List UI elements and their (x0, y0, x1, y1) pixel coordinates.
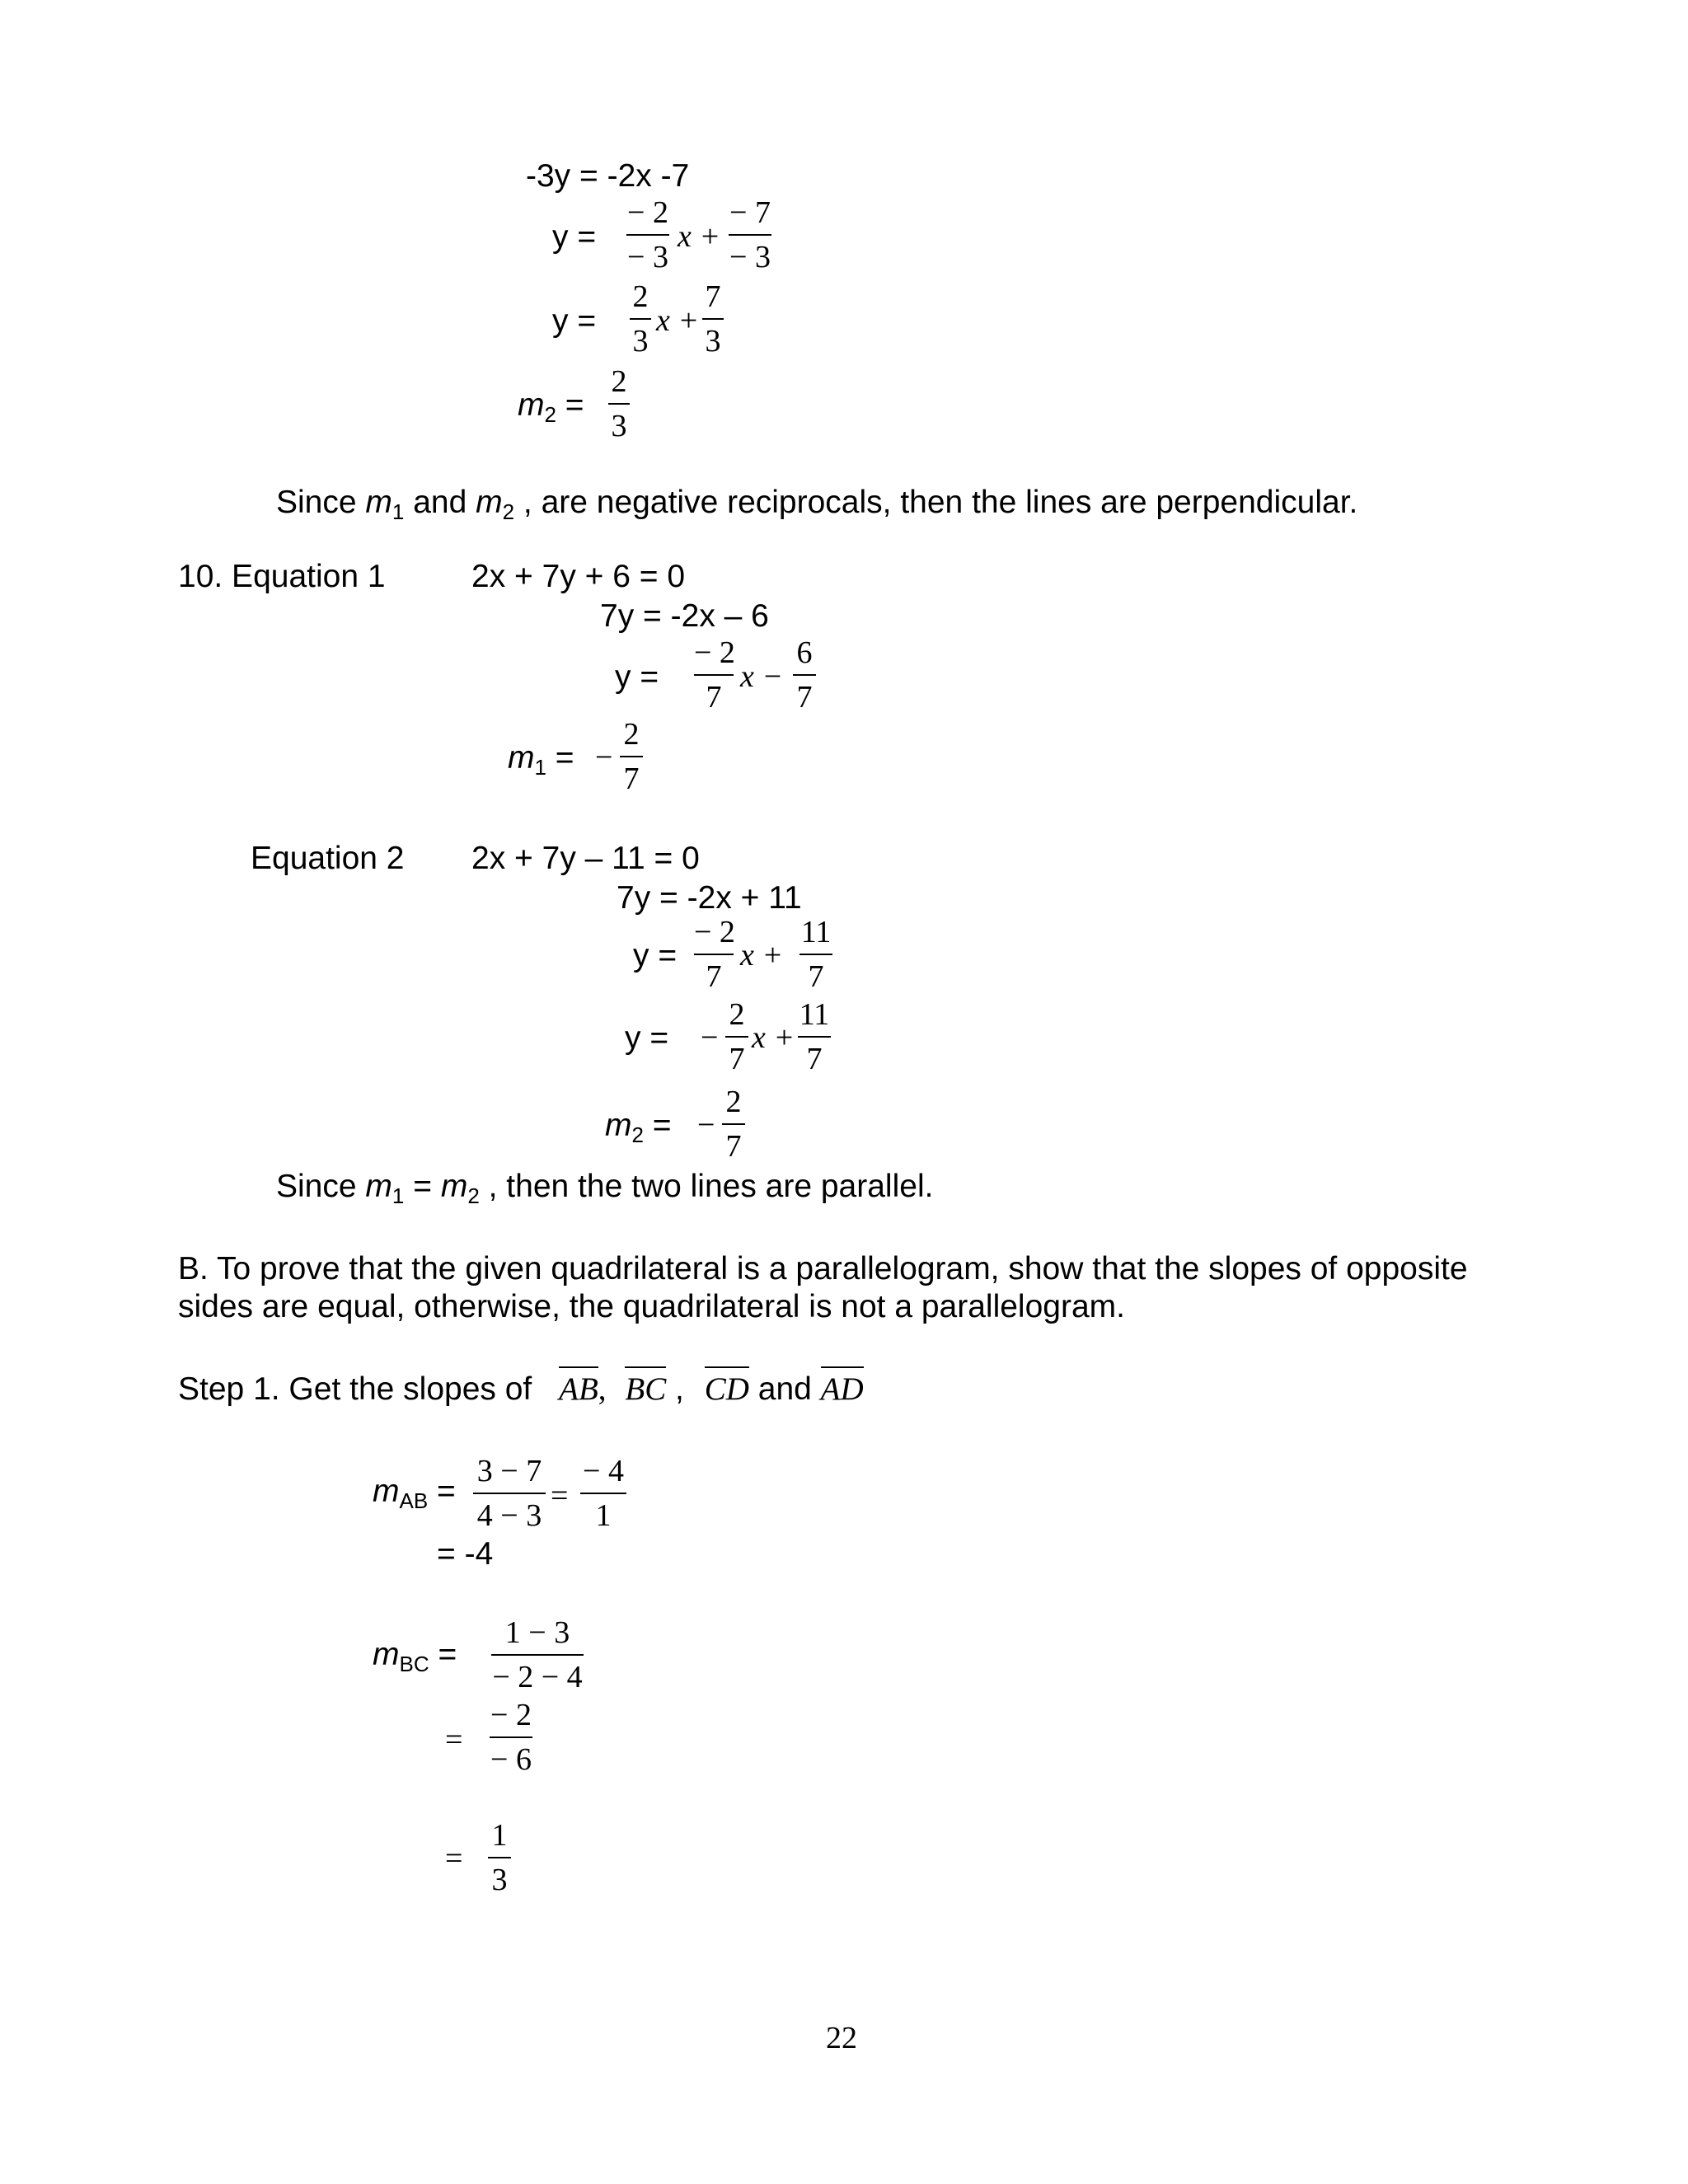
document-page: -3y = -2x -7 y = − 2 − 3 x + − 7 − 3 y = 2 3 x + 7 3 $m_2$ = 2 3 Since $m_1$ and $m_2$ , are negative reciprocals, then the lines are perpendicular. 10. Equation 1 2x + 7y + 6 = 0 7y = -2x – 6 y = − 2 7 x − 6 7 $m_1$ = − 2 7 Equation 2 2x + 7y – 11 = 0 7y = -2x + 11 y = − 2 7 x + 11 7 y = − 2 7 x + 11 7 $m_2$ = − 2 7 Since $m_1 = m_2$ , then the two lines are parallel. B. To prove that the given quadrilateral is a parallelogram, show that the slopes of opposite sides are equal, otherwise, the quadrilateral is not a parallelogram. Step 1. Get the slopes of AB, BC , CD and AD $m_{AB}$ = 3 − 7 4 − 3 = − 4 1 = -4 $m_{BC}$ = 1 − 3 − 2 − 4 = − 2 − 6 = 1 3 22 (178, 158, 1468, 2055)
slope-label: $m_2$ = (518, 387, 584, 427)
conclusion-text: Since $m_1$ and $m_2$ , are negative reciprocals, then the lines are perpendicular. (276, 485, 1358, 524)
segment-bc: BC (625, 1371, 667, 1407)
segment-cd: CD (704, 1371, 749, 1407)
operator: x + (678, 219, 721, 254)
conclusion-text: Since $m_1 = m_2$ , then the two lines are parallel. (276, 1169, 934, 1208)
equation-label: Equation 2 (251, 841, 405, 876)
step-heading: Step 1. Get the slopes of AB, BC , CD and AD (178, 1371, 864, 1407)
equation-lhs: y = (552, 303, 597, 339)
minus-sign: − (697, 1108, 715, 1142)
equation-lhs: y = (633, 938, 678, 973)
segment-ab: AB (559, 1371, 598, 1407)
operator: x + (656, 303, 700, 338)
equation-line: -3y = -2x -7 (526, 158, 690, 194)
equation-lhs: y = (615, 659, 659, 695)
paragraph-line: B. To prove that the given quadrilateral is a parallelogram, show that the slopes of opposite (178, 1251, 1468, 1286)
equation-line: 2x + 7y – 11 = 0 (471, 841, 700, 876)
equation-line: 7y = -2x + 11 (617, 880, 802, 916)
minus-sign: − (595, 740, 613, 775)
operator: x − (740, 659, 784, 694)
equals-sign: = (551, 1479, 569, 1513)
equals-sign: = (445, 1722, 463, 1757)
segment-ad: AD (820, 1371, 864, 1407)
page-number: 22 (826, 2021, 857, 2055)
problem-label: 10. Equation 1 (178, 559, 386, 594)
slope-label: $m_{BC}$ = (373, 1637, 457, 1676)
minus-sign: − (701, 1020, 719, 1055)
equation-line: 2x + 7y + 6 = 0 (471, 559, 686, 594)
equals-sign: = (445, 1841, 463, 1876)
equation-lhs: y = (552, 219, 597, 255)
slope-label: $m_2$ = (605, 1108, 672, 1147)
result-line: = -4 (437, 1536, 494, 1572)
slope-label: $m_{AB}$ = (373, 1474, 456, 1513)
paragraph-line: sides are equal, otherwise, the quadrilateral is not a parallelogram. (178, 1289, 1125, 1324)
equation-lhs: y = (625, 1020, 669, 1056)
operator: x + (740, 938, 784, 972)
operator: x + (752, 1020, 795, 1055)
equation-line: 7y = -2x – 6 (600, 598, 769, 634)
slope-label: $m_1$ = (508, 740, 574, 780)
